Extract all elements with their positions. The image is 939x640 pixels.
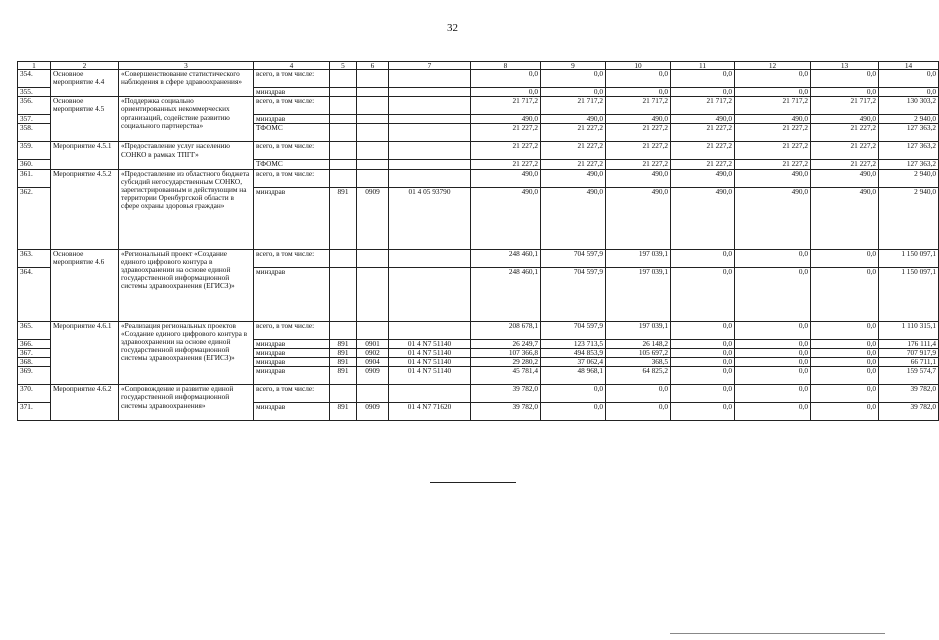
year-amount: 0,0 [671, 70, 735, 88]
column-header: 10 [606, 62, 671, 70]
year-amount: 21 717,2 [606, 97, 671, 115]
column-header: 12 [735, 62, 811, 70]
column-header: 6 [357, 62, 389, 70]
target-article-code: 01 4 N7 51140 [389, 358, 471, 367]
year-amount: 490,0 [671, 115, 735, 124]
funding-source: всего, в том числе: [254, 142, 330, 160]
funding-source: всего, в том числе: [254, 169, 330, 187]
funding-source: всего, в том числе: [254, 249, 330, 267]
year-amount: 490,0 [811, 115, 879, 124]
row-number: 369. [18, 367, 51, 385]
year-amount: 197 039,1 [606, 267, 671, 321]
section-code [357, 88, 389, 97]
section-code: 0909 [357, 367, 389, 385]
measure-name: Мероприятие 4.6.1 [51, 321, 119, 385]
grbs-code [330, 124, 357, 142]
year-amount: 0,0 [671, 88, 735, 97]
total-amount: 127 363,2 [879, 124, 939, 142]
target-article-code: 01 4 N7 51140 [389, 348, 471, 357]
grbs-code: 891 [330, 403, 357, 421]
measure-name: Основное мероприятие 4.6 [51, 249, 119, 321]
table-row [18, 97, 939, 115]
table-body [18, 70, 939, 421]
year-amount: 21 717,2 [811, 97, 879, 115]
column-header: 5 [330, 62, 357, 70]
year-amount: 490,0 [541, 115, 606, 124]
year-amount: 490,0 [471, 115, 541, 124]
year-amount: 704 597,9 [541, 321, 606, 339]
row-number: 371. [18, 403, 51, 421]
year-amount: 21 227,2 [541, 142, 606, 160]
measure-name: Мероприятие 4.6.2 [51, 385, 119, 421]
measure-name: Мероприятие 4.5.2 [51, 169, 119, 249]
measure-name: Основное мероприятие 4.4 [51, 70, 119, 97]
page-number: 32 [447, 22, 458, 34]
year-amount: 0,0 [735, 367, 811, 385]
funding-source: минздрав [254, 367, 330, 385]
table-row [18, 142, 939, 160]
year-amount: 490,0 [606, 115, 671, 124]
total-amount: 130 303,2 [879, 97, 939, 115]
column-header: 13 [811, 62, 879, 70]
year-amount: 494 853,9 [541, 348, 606, 357]
column-header: 7 [389, 62, 471, 70]
target-article-code [389, 169, 471, 187]
year-amount: 21 227,2 [811, 142, 879, 160]
grbs-code [330, 97, 357, 115]
row-number: 367. [18, 348, 51, 357]
total-amount: 1 110 315,1 [879, 321, 939, 339]
column-header: 11 [671, 62, 735, 70]
year-amount: 21 227,2 [606, 124, 671, 142]
year-amount: 208 678,1 [471, 321, 541, 339]
section-code [357, 70, 389, 88]
year-amount: 48 968,1 [541, 367, 606, 385]
year-amount: 26 148,2 [606, 339, 671, 348]
year-amount: 0,0 [671, 348, 735, 357]
row-number: 359. [18, 142, 51, 160]
year-amount: 0,0 [735, 70, 811, 88]
year-amount: 21 227,2 [735, 142, 811, 160]
funding-source: минздрав [254, 115, 330, 124]
year-amount: 0,0 [811, 367, 879, 385]
target-article-code [389, 142, 471, 160]
total-amount: 707 917,9 [879, 348, 939, 357]
row-number: 368. [18, 358, 51, 367]
year-amount: 0,0 [671, 321, 735, 339]
column-header: 2 [51, 62, 119, 70]
target-article-code [389, 160, 471, 169]
year-amount: 21 227,2 [811, 160, 879, 169]
funding-source: минздрав [254, 348, 330, 357]
year-amount: 21 227,2 [671, 142, 735, 160]
year-amount: 26 249,7 [471, 339, 541, 348]
table-row [18, 385, 939, 403]
year-amount: 0,0 [671, 403, 735, 421]
funding-source: минздрав [254, 267, 330, 321]
section-code [357, 267, 389, 321]
year-amount: 0,0 [606, 88, 671, 97]
total-amount: 1 150 097,1 [879, 267, 939, 321]
year-amount: 0,0 [811, 403, 879, 421]
year-amount: 490,0 [541, 187, 606, 249]
year-amount: 197 039,1 [606, 249, 671, 267]
year-amount: 0,0 [671, 339, 735, 348]
table-row [18, 70, 939, 88]
year-amount: 21 227,2 [735, 124, 811, 142]
total-amount: 127 363,2 [879, 142, 939, 160]
measure-name: Основное мероприятие 4.5 [51, 97, 119, 142]
year-amount: 105 697,2 [606, 348, 671, 357]
column-header: 9 [541, 62, 606, 70]
year-amount: 21 717,2 [671, 97, 735, 115]
year-amount: 490,0 [671, 187, 735, 249]
row-number: 363. [18, 249, 51, 267]
year-amount: 0,0 [735, 321, 811, 339]
year-amount: 29 280,2 [471, 358, 541, 367]
row-number: 355. [18, 88, 51, 97]
year-amount: 0,0 [671, 249, 735, 267]
year-amount: 37 062,4 [541, 358, 606, 367]
section-code [357, 97, 389, 115]
total-amount: 39 782,0 [879, 385, 939, 403]
funding-source: ТФОМС [254, 160, 330, 169]
year-amount: 490,0 [811, 169, 879, 187]
year-amount: 0,0 [735, 249, 811, 267]
target-article-code: 01 4 N7 51140 [389, 339, 471, 348]
year-amount: 0,0 [811, 385, 879, 403]
funding-source: минздрав [254, 358, 330, 367]
row-number: 354. [18, 70, 51, 88]
year-amount: 0,0 [735, 358, 811, 367]
year-amount: 0,0 [735, 348, 811, 357]
measure-description: «Предоставление услуг населению СОНКО в рамках ТПГГ» [119, 142, 254, 169]
year-amount: 0,0 [811, 339, 879, 348]
table-row [18, 321, 939, 339]
column-header: 4 [254, 62, 330, 70]
target-article-code [389, 88, 471, 97]
target-article-code: 01 4 N7 71620 [389, 403, 471, 421]
year-amount: 0,0 [735, 385, 811, 403]
year-amount: 490,0 [811, 187, 879, 249]
funding-source: всего, в том числе: [254, 97, 330, 115]
grbs-code [330, 142, 357, 160]
year-amount: 0,0 [811, 70, 879, 88]
year-amount: 490,0 [735, 187, 811, 249]
year-amount: 490,0 [735, 169, 811, 187]
year-amount: 490,0 [606, 169, 671, 187]
grbs-code: 891 [330, 187, 357, 249]
year-amount: 0,0 [811, 321, 879, 339]
year-amount: 0,0 [811, 358, 879, 367]
year-amount: 0,0 [606, 403, 671, 421]
section-code: 0904 [357, 358, 389, 367]
grbs-code: 891 [330, 367, 357, 385]
section-code [357, 321, 389, 339]
row-number: 362. [18, 187, 51, 249]
total-amount: 176 111,4 [879, 339, 939, 348]
year-amount: 21 227,2 [541, 160, 606, 169]
funding-source: ТФОМС [254, 124, 330, 142]
year-amount: 0,0 [471, 88, 541, 97]
funding-source: минздрав [254, 88, 330, 97]
row-number: 366. [18, 339, 51, 348]
target-article-code [389, 70, 471, 88]
year-amount: 0,0 [541, 385, 606, 403]
year-amount: 0,0 [735, 339, 811, 348]
year-amount: 0,0 [735, 88, 811, 97]
table-row [18, 249, 939, 267]
section-code [357, 115, 389, 124]
year-amount: 368,5 [606, 358, 671, 367]
year-amount: 0,0 [671, 367, 735, 385]
year-amount: 21 717,2 [541, 97, 606, 115]
total-amount: 0,0 [879, 70, 939, 88]
year-amount: 0,0 [671, 358, 735, 367]
measure-description: «Сопровождение и развитие единой государственной информационной системы здравоохранения» [119, 385, 254, 421]
year-amount: 0,0 [671, 385, 735, 403]
section-code [357, 142, 389, 160]
total-amount: 2 940,0 [879, 187, 939, 249]
grbs-code: 891 [330, 348, 357, 357]
total-amount: 2 940,0 [879, 169, 939, 187]
row-number: 357. [18, 115, 51, 124]
year-amount: 21 227,2 [671, 160, 735, 169]
year-amount: 0,0 [811, 348, 879, 357]
year-amount: 21 227,2 [471, 124, 541, 142]
year-amount: 704 597,9 [541, 267, 606, 321]
grbs-code: 891 [330, 358, 357, 367]
year-amount: 0,0 [735, 403, 811, 421]
year-amount: 39 782,0 [471, 403, 541, 421]
program-funding-table [17, 61, 939, 421]
grbs-code [330, 70, 357, 88]
funding-source: минздрав [254, 403, 330, 421]
total-amount: 2 940,0 [879, 115, 939, 124]
measure-description: «Предоставление из областного бюджета субсидий негосударственным СОНКО, зарегистрированным и действующим на территории Оренбургской области в сфере охраны здоровья граждан» [119, 169, 254, 249]
column-header: 3 [119, 62, 254, 70]
target-article-code [389, 124, 471, 142]
row-number: 356. [18, 97, 51, 115]
section-code: 0901 [357, 339, 389, 348]
section-code [357, 385, 389, 403]
measure-description: «Поддержка социально ориентированных некоммерческих организаций, содействие развитию социального партнерства» [119, 97, 254, 142]
year-amount: 0,0 [541, 403, 606, 421]
row-number: 364. [18, 267, 51, 321]
target-article-code [389, 267, 471, 321]
year-amount: 490,0 [671, 169, 735, 187]
year-amount: 107 366,8 [471, 348, 541, 357]
column-header: 8 [471, 62, 541, 70]
year-amount: 0,0 [471, 70, 541, 88]
measure-description: «Реализация региональных проектов «Создание единого цифрового контура в здравоохранении на основе единой государственной информационной системы здравоохранения (ЕГИСЗ)» [119, 321, 254, 385]
measure-description: «Совершенствование статистического наблюдения в сфере здравоохранения» [119, 70, 254, 97]
bottom-rule [670, 633, 885, 634]
end-of-table-rule [430, 482, 516, 483]
year-amount: 21 227,2 [735, 160, 811, 169]
year-amount: 21 717,2 [735, 97, 811, 115]
grbs-code [330, 169, 357, 187]
year-amount: 490,0 [735, 115, 811, 124]
section-code: 0909 [357, 403, 389, 421]
grbs-code [330, 115, 357, 124]
total-amount: 159 574,7 [879, 367, 939, 385]
funding-source: минздрав [254, 187, 330, 249]
grbs-code: 891 [330, 339, 357, 348]
year-amount: 0,0 [811, 88, 879, 97]
funding-source: минздрав [254, 339, 330, 348]
year-amount: 490,0 [606, 187, 671, 249]
year-amount: 0,0 [735, 267, 811, 321]
target-article-code: 01 4 N7 51140 [389, 367, 471, 385]
measure-description: «Региональный проект «Создание единого цифрового контура в здравоохранении на основе единой государственной информационной системы здравоохранения (ЕГИСЗ)» [119, 249, 254, 321]
year-amount: 490,0 [471, 169, 541, 187]
funding-source: всего, в том числе: [254, 321, 330, 339]
column-header: 1 [18, 62, 51, 70]
year-amount: 0,0 [606, 70, 671, 88]
year-amount: 21 227,2 [606, 142, 671, 160]
grbs-code [330, 160, 357, 169]
section-code: 0909 [357, 187, 389, 249]
year-amount: 21 227,2 [811, 124, 879, 142]
year-amount: 197 039,1 [606, 321, 671, 339]
section-code [357, 124, 389, 142]
year-amount: 490,0 [541, 169, 606, 187]
grbs-code [330, 267, 357, 321]
total-amount: 1 150 097,1 [879, 249, 939, 267]
year-amount: 39 782,0 [471, 385, 541, 403]
year-amount: 0,0 [541, 70, 606, 88]
grbs-code [330, 249, 357, 267]
funding-source: всего, в том числе: [254, 70, 330, 88]
grbs-code [330, 321, 357, 339]
row-number: 365. [18, 321, 51, 339]
section-code: 0902 [357, 348, 389, 357]
year-amount: 248 460,1 [471, 267, 541, 321]
year-amount: 21 227,2 [671, 124, 735, 142]
year-amount: 21 227,2 [541, 124, 606, 142]
row-number: 370. [18, 385, 51, 403]
year-amount: 21 717,2 [471, 97, 541, 115]
measure-name: Мероприятие 4.5.1 [51, 142, 119, 169]
total-amount: 127 363,2 [879, 160, 939, 169]
year-amount: 21 227,2 [471, 160, 541, 169]
target-article-code [389, 385, 471, 403]
year-amount: 704 597,9 [541, 249, 606, 267]
row-number: 358. [18, 124, 51, 142]
year-amount: 21 227,2 [471, 142, 541, 160]
table-row [18, 169, 939, 187]
year-amount: 45 781,4 [471, 367, 541, 385]
year-amount: 21 227,2 [606, 160, 671, 169]
target-article-code [389, 249, 471, 267]
year-amount: 248 460,1 [471, 249, 541, 267]
target-article-code [389, 97, 471, 115]
total-amount: 39 782,0 [879, 403, 939, 421]
year-amount: 64 825,2 [606, 367, 671, 385]
year-amount: 0,0 [671, 267, 735, 321]
target-article-code: 01 4 05 93790 [389, 187, 471, 249]
grbs-code [330, 88, 357, 97]
funding-source: всего, в том числе: [254, 385, 330, 403]
grbs-code [330, 385, 357, 403]
row-number: 360. [18, 160, 51, 169]
total-amount: 66 711,1 [879, 358, 939, 367]
row-number: 361. [18, 169, 51, 187]
year-amount: 0,0 [811, 249, 879, 267]
total-amount: 0,0 [879, 88, 939, 97]
target-article-code [389, 115, 471, 124]
section-code [357, 160, 389, 169]
section-code [357, 249, 389, 267]
year-amount: 490,0 [471, 187, 541, 249]
year-amount: 0,0 [811, 267, 879, 321]
target-article-code [389, 321, 471, 339]
section-code [357, 169, 389, 187]
year-amount: 0,0 [606, 385, 671, 403]
year-amount: 0,0 [541, 88, 606, 97]
year-amount: 123 713,5 [541, 339, 606, 348]
column-header: 14 [879, 62, 939, 70]
